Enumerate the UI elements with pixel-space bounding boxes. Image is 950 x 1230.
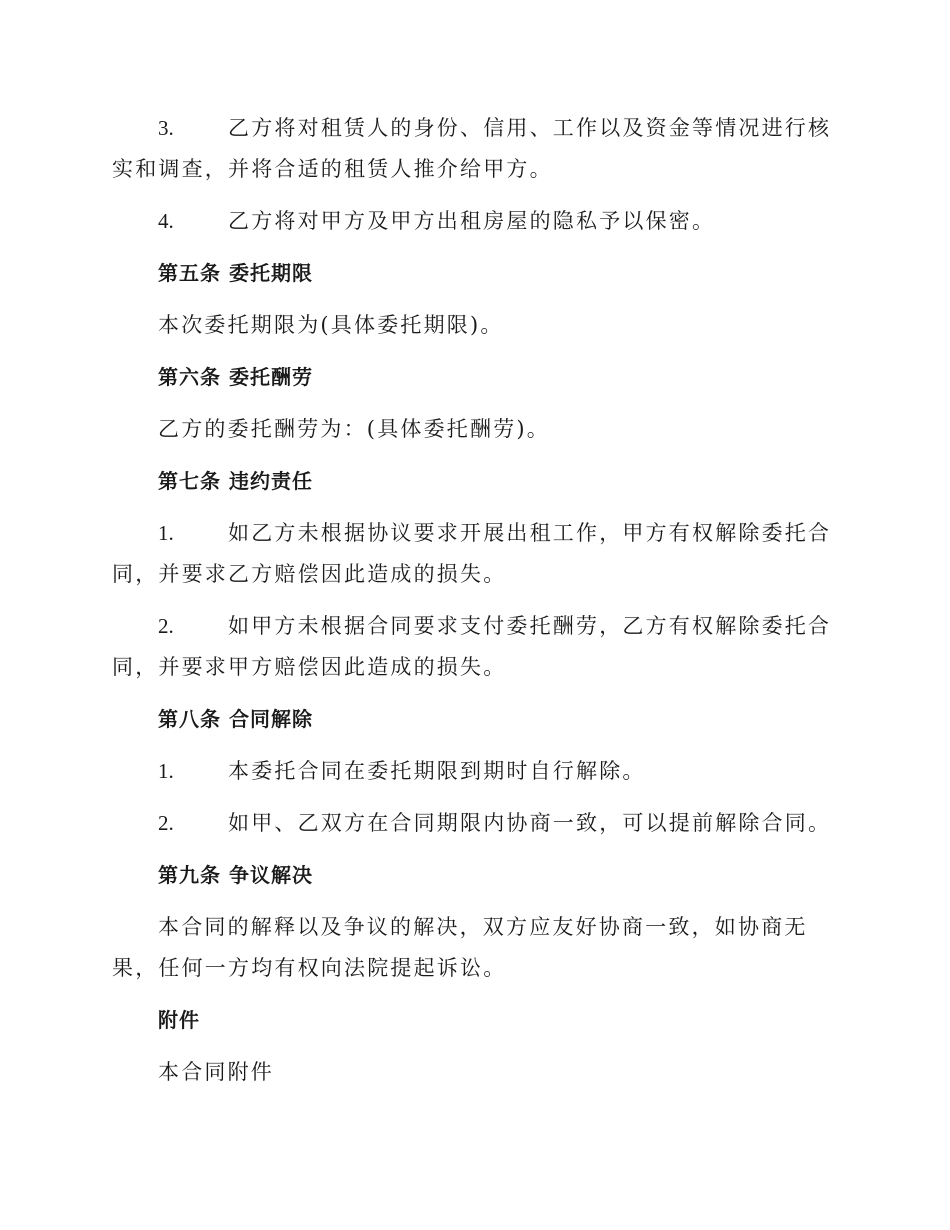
clause-text: 如甲方未根据合同要求支付委托酬劳，乙方有权解除委托合同，并要求甲方赔偿因此造成的损失。 [112, 614, 832, 679]
clause-item [112, 108, 834, 190]
clause-text: 乙方将对甲方及甲方出租房屋的隐私予以保密。 [228, 209, 716, 233]
section-heading: 第九条 争议解决 [158, 863, 313, 887]
clause-text: 如甲、乙双方在合同期限内协商一致，可以提前解除合同。 [228, 811, 832, 835]
section-heading: 第七条 违约责任 [158, 469, 313, 493]
document-body [112, 108, 834, 1104]
clause-text: 本委托合同在委托期限到期时自行解除。 [228, 759, 646, 783]
clause-number: 1. [158, 759, 174, 783]
clause-number: 2. [158, 811, 174, 835]
clause-item [112, 201, 834, 242]
clause-number: 2. [158, 614, 174, 638]
section-paragraph: 本次委托期限为(具体委托期限)。 [158, 313, 504, 337]
clause-item [112, 751, 834, 792]
clause-item [112, 513, 834, 595]
clause-number: 4. [158, 209, 174, 233]
section-paragraph: 本合同附件 [158, 1060, 274, 1084]
clause-item [112, 803, 834, 844]
clause-item [112, 606, 834, 688]
section-heading: 第八条 合同解除 [158, 707, 313, 731]
clause-number: 3. [158, 116, 174, 140]
section-paragraph: 乙方的委托酬劳为：(具体委托酬劳)。 [158, 417, 550, 441]
clause-number: 1. [158, 521, 174, 545]
section-heading: 第五条 委托期限 [158, 261, 313, 285]
section-heading: 第六条 委托酬劳 [158, 365, 313, 389]
clause-text: 如乙方未根据协议要求开展出租工作，甲方有权解除委托合同，并要求乙方赔偿因此造成的损失。 [112, 521, 832, 586]
section-paragraph: 本合同的解释以及争议的解决，双方应友好协商一致，如协商无果，任何一方均有权向法院提起诉讼。 [112, 915, 808, 980]
clause-text: 乙方将对租赁人的身份、信用、工作以及资金等情况进行核实和调查，并将合适的租赁人推介给甲方。 [112, 116, 832, 181]
section-heading: 附件 [158, 1008, 200, 1032]
